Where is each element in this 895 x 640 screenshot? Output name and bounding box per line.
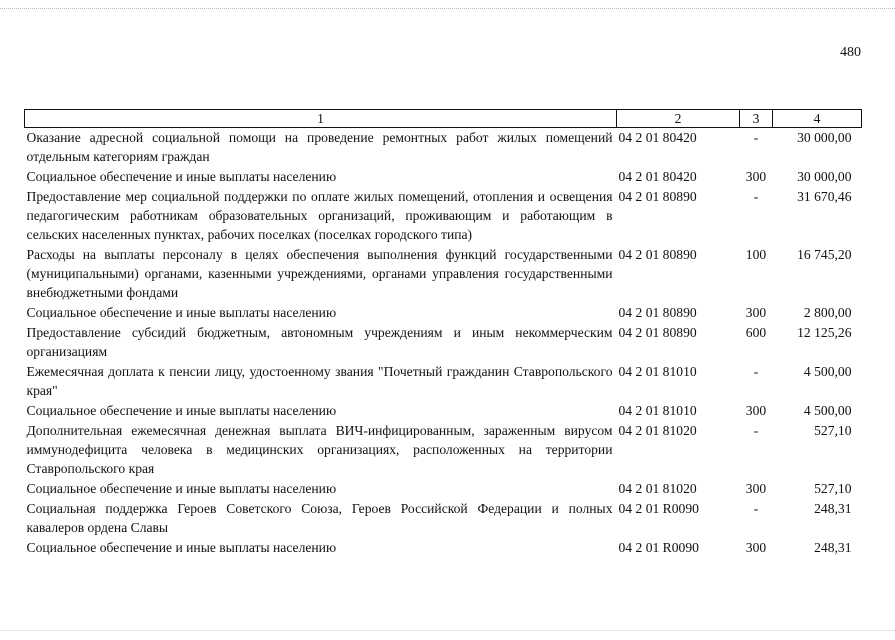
row-code: 04 2 01 81020 [618,481,697,496]
row-expense-type: 100 [745,247,767,262]
row-description: Социальное обеспечение и иные выплаты населению [26,481,337,496]
row-code: 04 2 01 R0090 [618,540,699,555]
table-header [25,110,862,128]
table-row [25,401,862,421]
scan-edge-bottom [0,630,895,631]
table-row [25,187,862,245]
row-code: 04 2 01 81010 [618,403,697,418]
row-amount: 16 745,20 [797,247,852,262]
table-row [25,362,862,401]
table-row [25,245,862,303]
row-amount: 4 500,00 [803,403,852,418]
header-col-amount: 4 [773,110,862,128]
row-amount: 248,31 [814,540,852,555]
row-amount: 527,10 [814,481,852,496]
row-description: Предоставление мер социальной поддержки по оплате жилых помещений, отопления и освещения педагогическим работникам образовательных организаций, проживающим и работающим в сельских населенных пунктах, рабочих поселках (поселках городского типа) [26,189,613,242]
row-description: Ежемесячная доплата к пенсии лицу, удостоенному звания "Почетный гражданин Ставропольского края" [26,364,613,398]
table-row [25,421,862,479]
row-amount: 31 670,46 [797,189,852,204]
row-expense-type: - [753,364,759,379]
header-col-vr: 3 [740,110,773,128]
row-code: 04 2 01 80420 [618,130,697,145]
row-code: 04 2 01 81020 [618,423,697,438]
row-amount: 30 000,00 [797,130,852,145]
row-code: 04 2 01 80890 [618,305,697,320]
row-description: Расходы на выплаты персоналу в целях обеспечения выполнения функций государственными (муниципальными) органами, казенными учреждениями, органами управления государственными внебюджетными фондами [26,247,613,300]
row-expense-type: - [753,501,759,516]
row-description: Дополнительная ежемесячная денежная выплата ВИЧ-инфицированным, зараженным вирусом иммунодефицита человека в медицинских организациях, расположенных на территории Ставропольского края [26,423,613,476]
row-amount: 30 000,00 [797,169,852,184]
row-expense-type: 300 [745,403,767,418]
row-expense-type: 600 [745,325,767,340]
table-row [25,128,862,168]
row-expense-type: 300 [745,169,767,184]
row-code: 04 2 01 80420 [618,169,697,184]
table-row [25,303,862,323]
table-row [25,499,862,538]
page-number: 480 [840,45,861,60]
row-description: Социальная поддержка Героев Советского Союза, Героев Российской Федерации и полных кавалеров ордена Славы [26,501,613,535]
table-body [25,128,862,559]
header-col-code: 2 [617,110,740,128]
row-amount: 12 125,26 [797,325,852,340]
row-code: 04 2 01 81010 [618,364,697,379]
row-amount: 527,10 [814,423,852,438]
scan-edge-top [0,8,895,9]
row-expense-type: - [753,189,759,204]
row-amount: 2 800,00 [803,305,852,320]
row-expense-type: - [753,130,759,145]
row-expense-type: 300 [745,540,767,555]
row-description: Социальное обеспечение и иные выплаты населению [26,169,337,184]
row-expense-type: - [753,423,759,438]
row-description: Социальное обеспечение и иные выплаты населению [26,403,337,418]
row-code: 04 2 01 80890 [618,189,697,204]
row-amount: 248,31 [814,501,852,516]
row-description: Социальное обеспечение и иные выплаты населению [26,305,337,320]
row-code: 04 2 01 R0090 [618,501,699,516]
row-description: Предоставление субсидий бюджетным, автономным учреждениям и иным некоммерческим организациям [26,325,613,359]
header-col-description: 1 [25,110,617,128]
row-expense-type: 300 [745,481,767,496]
row-code: 04 2 01 80890 [618,247,697,262]
row-description: Оказание адресной социальной помощи на проведение ремонтных работ жилых помещений отдельным категориям граждан [26,130,613,164]
row-expense-type: 300 [745,305,767,320]
table-row [25,479,862,499]
table-row [25,323,862,362]
budget-table [24,109,862,558]
table-row [25,538,862,558]
row-description: Социальное обеспечение и иные выплаты населению [26,540,337,555]
header-row [25,110,862,128]
row-amount: 4 500,00 [803,364,852,379]
table-row [25,167,862,187]
row-code: 04 2 01 80890 [618,325,697,340]
